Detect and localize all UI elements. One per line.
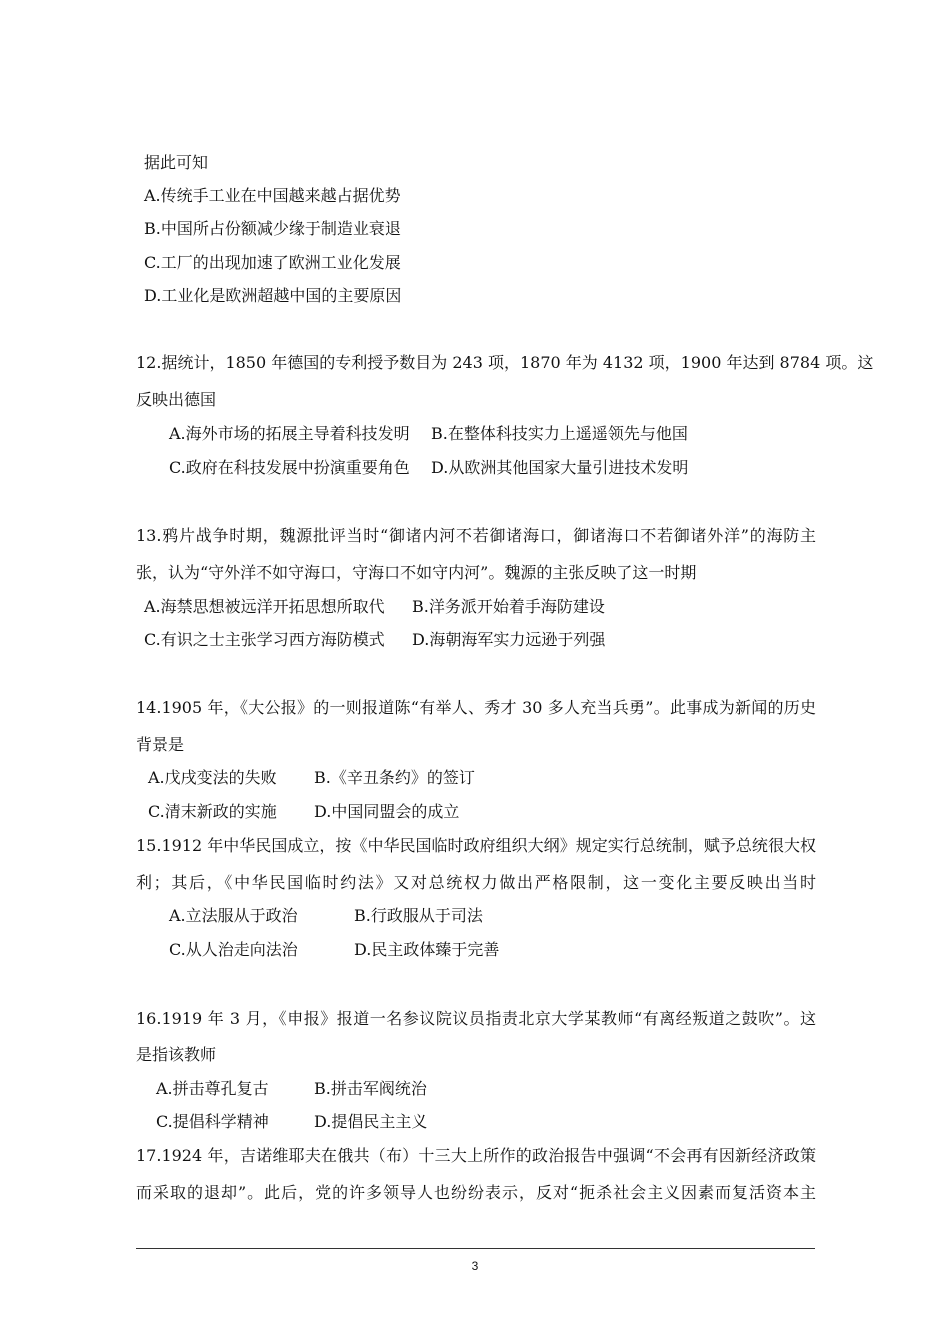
q15-option-a: A.立法服从于政治 bbox=[169, 906, 298, 925]
q14-option-b: B.《辛丑条约》的签订 bbox=[314, 768, 475, 787]
q16-option-c: C.提倡科学精神 bbox=[156, 1112, 269, 1131]
q15-stem-line1: 15.1912 年中华民国成立，按《中华民国临时政府组织大纲》规定实行总统制，赋予总统很大权 bbox=[136, 836, 816, 855]
q16-option-d: D.提倡民主主义 bbox=[314, 1112, 428, 1131]
page-number: 3 bbox=[471, 1259, 479, 1273]
q13-stem-line1: 13.鸦片战争时期，魏源批评当时“御诸内河不若御诸海口，御诸海口不若御诸外洋”的海防主 bbox=[136, 526, 816, 545]
q12-option-c: C.政府在科技发展中扮演重要角色 bbox=[169, 458, 410, 477]
q11-option-d: D.工业化是欧洲超越中国的主要原因 bbox=[144, 286, 402, 305]
q12-option-a: A.海外市场的拓展主导着科技发明 bbox=[169, 424, 410, 443]
q17-stem-line2: 而采取的退却”。此后，党的许多领导人也纷纷表示，反对“扼杀社会主义因素而复活资本主 bbox=[136, 1183, 816, 1202]
q11-stem: 据此可知 bbox=[144, 153, 209, 172]
q12-option-d: D.从欧洲其他国家大量引进技术发明 bbox=[431, 458, 689, 477]
q15-option-d: D.民主政体臻于完善 bbox=[354, 940, 500, 959]
q13-option-d: D.海朝海军实力远逊于列强 bbox=[412, 630, 606, 649]
q17-stem-line1: 17.1924 年，吉诺维耶夫在俄共（布）十三大上所作的政治报告中强调“不会再有因新经济政策 bbox=[136, 1146, 816, 1165]
q13-option-a: A.海禁思想被远洋开拓思想所取代 bbox=[144, 597, 385, 616]
q14-stem-line2: 背景是 bbox=[136, 735, 185, 754]
q12-option-b: B.在整体科技实力上遥遥领先与他国 bbox=[431, 424, 688, 443]
q16-stem-line1: 16.1919 年 3 月，《申报》报道一名参议院议员指责北京大学某教师“有离经叛道之鼓吹”。这 bbox=[136, 1009, 816, 1028]
q16-option-b: B.拼击军阀统治 bbox=[314, 1079, 427, 1098]
q11-option-b: B.中国所占份额减少缘于制造业衰退 bbox=[144, 219, 401, 238]
q14-stem-line1: 14.1905 年，《大公报》的一则报道陈“有举人、秀才 30 多人充当兵勇”。此事成为新闻的历史 bbox=[136, 698, 816, 717]
q14-option-a: A.戊戌变法的失败 bbox=[148, 768, 277, 787]
q15-option-b: B.行政服从于司法 bbox=[354, 906, 483, 925]
q13-option-b: B.洋务派开始着手海防建设 bbox=[412, 597, 605, 616]
q11-option-c: C.工厂的出现加速了欧洲工业化发展 bbox=[144, 253, 401, 272]
q16-stem-line2: 是指该教师 bbox=[136, 1045, 217, 1064]
q14-option-c: C.清末新政的实施 bbox=[148, 802, 277, 821]
q14-option-d: D.中国同盟会的成立 bbox=[314, 802, 460, 821]
q15-option-c: C.从人治走向法治 bbox=[169, 940, 298, 959]
q13-stem-line2: 张，认为“守外洋不如守海口，守海口不如守内河”。魏源的主张反映了这一时期 bbox=[136, 563, 697, 582]
q12-stem-line1: 12.据统计，1850 年德国的专利授予数目为 243 项，1870 年为 4132 项，1900 年达到 8784 项。这 bbox=[136, 353, 874, 372]
q12-stem-line2: 反映出德国 bbox=[136, 390, 217, 409]
footer-divider bbox=[136, 1248, 815, 1249]
q16-option-a: A.拼击尊孔复古 bbox=[156, 1079, 269, 1098]
q11-option-a: A.传统手工业在中国越来越占据优势 bbox=[144, 186, 401, 205]
q13-option-c: C.有识之士主张学习西方海防模式 bbox=[144, 630, 385, 649]
q15-stem-line2: 利；其后，《中华民国临时约法》又对总统权力做出严格限制，这一变化主要反映出当时 bbox=[136, 873, 816, 892]
